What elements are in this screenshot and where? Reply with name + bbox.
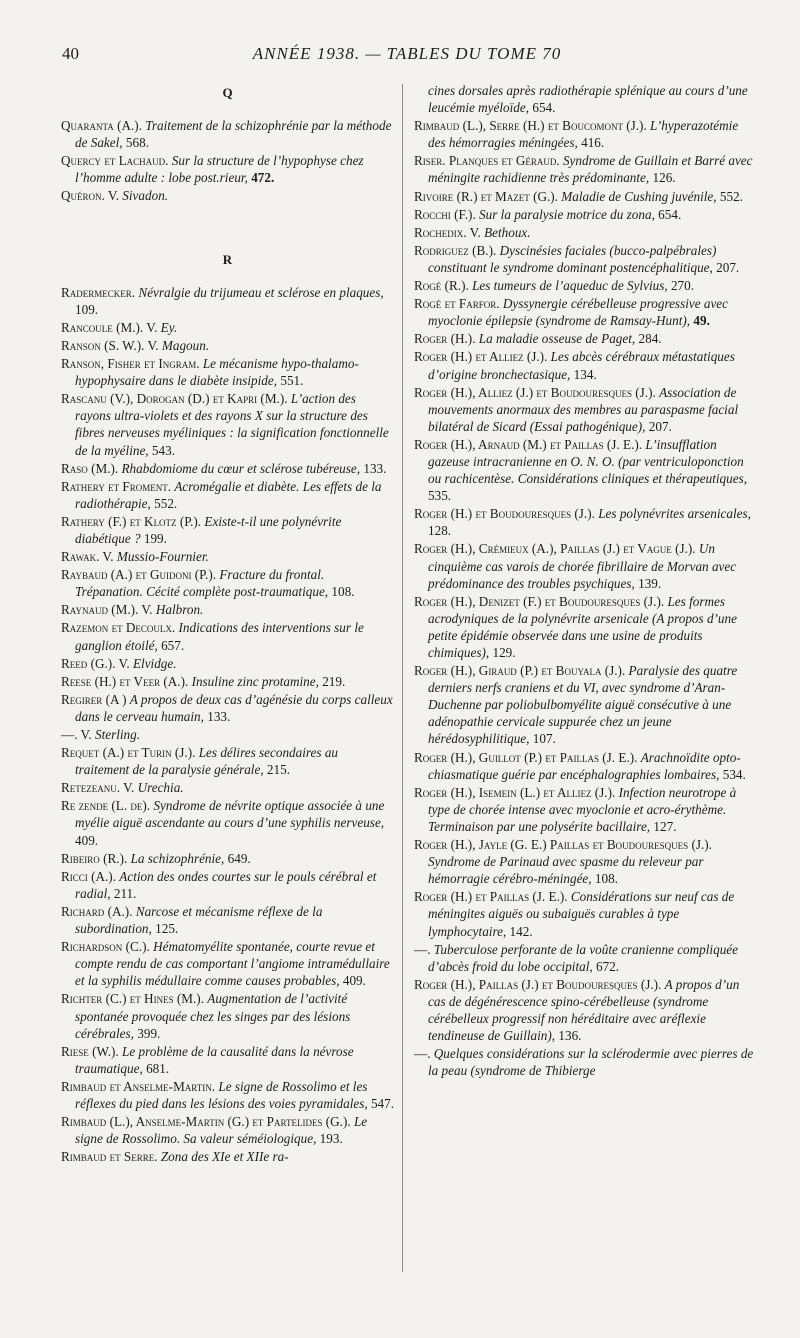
- entry-page-ref: 543.: [151, 442, 175, 458]
- entry-title: Dyscinésies faciales (bucco-palpébrales) constituant le syndrome dominant postencéphalitique,: [428, 242, 717, 275]
- index-entry: [61, 673, 394, 690]
- entry-page-ref: 568.: [125, 135, 149, 151]
- entry-page-ref: 416.: [581, 135, 605, 151]
- entry-author: Roger (H.), Paillas (J.) et Boudouresques (J.).: [414, 976, 662, 992]
- section-letter-r: R: [222, 251, 233, 267]
- entry-author: Raybaud (A.) et Guidoni (P.).: [61, 567, 217, 583]
- entry-page-ref: 284.: [638, 331, 662, 347]
- index-entry: [414, 348, 756, 382]
- entry-title: Magoun.: [161, 337, 210, 353]
- entry-page-ref: 134.: [573, 366, 597, 382]
- entry-page-ref: 681.: [146, 1060, 170, 1076]
- entry-title: Narcose et mécanisme réflexe de la subordination,: [75, 903, 323, 937]
- entry-title: Indications des interventions sur le ganglion étoilé,: [75, 620, 364, 653]
- entry-page-ref: 193.: [319, 1131, 343, 1147]
- entry-title: Elvidge.: [132, 655, 177, 671]
- index-entry: [414, 784, 756, 835]
- entry-title: L’hyperazotémie des hémorragies méningées,: [428, 118, 739, 151]
- index-entry: [61, 284, 394, 318]
- running-title: ANNÉE 1938. — TABLES DU TOME 70: [252, 44, 562, 63]
- entry-author: Quéron. V.: [61, 188, 119, 204]
- index-entry: [61, 797, 394, 848]
- entry-page-ref: 649.: [227, 850, 251, 866]
- entry-author: Roger (H.).: [414, 331, 476, 347]
- index-entry: [414, 117, 756, 151]
- index-entry: [61, 337, 394, 354]
- entry-author: Richard (A.).: [61, 903, 133, 919]
- entry-author: —. V.: [61, 727, 92, 742]
- entry-page-ref: 199.: [143, 530, 167, 546]
- column-divider: [402, 84, 403, 1272]
- entry-page-ref: 49.: [693, 313, 710, 329]
- index-entry: [61, 744, 394, 778]
- entry-page-ref: 127.: [653, 818, 677, 834]
- index-entry: [414, 505, 756, 539]
- entry-page-ref: 129.: [492, 645, 516, 660]
- entry-author: Rogé (R.).: [414, 278, 469, 294]
- entry-title: cines dorsales après radiothérapie splénique au cours d’une leucémie myéloïde,: [428, 83, 748, 116]
- entry-title: Sivadon.: [122, 188, 169, 204]
- entries-q: [61, 117, 394, 204]
- entry-title: Le signe de Rossolimo. Sa valeur séméiologique,: [75, 1114, 368, 1147]
- entry-page-ref: 109.: [75, 301, 99, 317]
- left-column: [61, 82, 394, 1166]
- section-letter-q: Q: [222, 85, 233, 100]
- entry-author: Rivoire (R.) et Mazet (G.).: [414, 188, 558, 204]
- entry-page-ref: 219.: [322, 673, 346, 689]
- entry-page-ref: 207.: [716, 259, 740, 275]
- entry-author: Rancoule (M.). V.: [61, 319, 158, 335]
- index-entry: [61, 1043, 394, 1077]
- entry-title: Les délires secondaires au traitement de la paralysie générale,: [75, 745, 339, 778]
- entry-author: Raso (M.).: [61, 460, 119, 476]
- entry-page-ref: 125.: [155, 921, 179, 937]
- entry-page-ref: 207.: [648, 418, 672, 434]
- index-entry: [414, 662, 756, 747]
- entry-author: Rogé et Farfor.: [414, 296, 500, 312]
- entry-title: Ey.: [160, 319, 178, 335]
- index-entry: [414, 749, 756, 783]
- index-entry: [61, 850, 394, 867]
- index-entry: [61, 513, 394, 547]
- index-entry: [61, 566, 394, 600]
- entry-page-ref: 139.: [638, 575, 662, 591]
- entry-title: Le signe de Rossolimo et les réflexes du pied dans les lésions des voies pyramidales,: [75, 1078, 368, 1111]
- entry-author: Riser. Planques et Géraud.: [414, 153, 560, 169]
- index-entry: [61, 355, 394, 389]
- entry-author: Radermecker.: [61, 284, 136, 300]
- page-header: [62, 44, 752, 66]
- page-number: 40: [62, 44, 79, 63]
- entry-author: Richter (C.) et Hines (M.).: [61, 991, 204, 1007]
- entry-author: Roger (H.) et Alliez (J.).: [414, 349, 548, 365]
- entry-title: Rhabdomiome du cœur et sclérose tubéreuse,: [121, 460, 361, 476]
- index-entry: [414, 152, 756, 186]
- entry-author: Riese (W.).: [61, 1043, 119, 1059]
- entry-page-ref: 211.: [113, 885, 137, 901]
- entry-author: Roger (H.), Crémieux (A.), Paillas (J.) et Vague (J.).: [414, 541, 696, 557]
- entry-title: Maladie de Cushing juvénile,: [561, 188, 717, 204]
- index-entry: [61, 726, 394, 743]
- entry-page-ref: 270.: [670, 278, 695, 294]
- index-entry: [61, 548, 394, 565]
- entry-author: Reese (H.) et Veer (A.).: [61, 673, 189, 689]
- entry-page-ref: 409.: [75, 832, 99, 848]
- index-entry: [414, 976, 756, 1044]
- entry-title: Traitement de la schizophrénie par la méthode de Sakel,: [75, 118, 392, 151]
- entry-page-ref: 552.: [154, 495, 178, 511]
- entry-author: Rimbaud et Anselme-Martin.: [61, 1078, 216, 1094]
- entry-page-ref: 399.: [137, 1025, 161, 1041]
- entry-page-ref: 108.: [594, 871, 618, 887]
- right-column: [414, 82, 756, 1080]
- entry-page-ref: 107.: [532, 731, 556, 747]
- entry-page-ref: 133.: [207, 708, 231, 724]
- entry-author: Roger (H.), Isemein (L.) et Alliez (J.).: [414, 784, 616, 800]
- index-entry: [414, 224, 756, 241]
- entry-author: Ranson, Fisher et Ingram.: [61, 356, 200, 372]
- entry-author: Roger (H.), Denizet (F.) et Boudouresques (J.).: [414, 593, 665, 609]
- index-entry: [414, 206, 756, 223]
- entry-page-ref: 657.: [161, 637, 185, 653]
- index-entry: [61, 1078, 394, 1112]
- entry-author: Re zende (L. de).: [61, 798, 151, 814]
- entry-page-ref: 654.: [658, 206, 682, 222]
- entry-author: Rimbaud (L.), Serre (H.) et Boucomont (J.).: [414, 118, 647, 134]
- entry-title: Sterling.: [94, 727, 141, 742]
- entry-title: Acromégalie et diabète. Les effets de la radiothérapie,: [75, 478, 382, 511]
- index-entry: [61, 691, 394, 725]
- entry-page-ref: 133.: [363, 460, 387, 476]
- entry-author: Razemon et Decoulx.: [61, 620, 176, 636]
- entry-title: L’insufflation gazeuse intracranienne en O. N. O. (par ventriculoponction ou rachicentèse. Considérations cliniques et thérapeutiques,: [428, 436, 748, 487]
- index-entry: [61, 779, 394, 796]
- entry-title: Névralgie du trijumeau et sclérose en plaques,: [138, 284, 384, 300]
- index-entry: [61, 1148, 394, 1165]
- index-entry: [61, 601, 394, 618]
- index-entry: [61, 903, 394, 937]
- entry-title: Existe-t-il une polynévrite diabétique ?: [75, 513, 342, 546]
- index-entry: [414, 836, 756, 887]
- entry-title: Arachnoïdite opto-chiasmatique guérie par encéphalographies lombaires,: [428, 749, 741, 782]
- entry-author: Retezeanu. V.: [61, 780, 135, 796]
- entry-author: Rodriguez (B.).: [414, 242, 497, 258]
- index-entry: [61, 1113, 394, 1147]
- entry-title: Infection neurotrope à type de chorée intense avec myoclonie et acro-érythème. Terminaison par une polysérite bacillaire,: [428, 784, 737, 834]
- entry-author: Reed (G.). V.: [61, 655, 130, 671]
- entry-title: Mussio-Fournier.: [116, 549, 209, 565]
- index-entry: [61, 390, 394, 458]
- entry-page-ref: 215.: [266, 762, 290, 778]
- entry-title: Action des ondes courtes sur le pouls cérébral et radial,: [75, 868, 377, 901]
- entry-title: A propos de deux cas d’agénésie du corps calleux dans le cerveau humain,: [75, 691, 393, 724]
- entry-page-ref: 126.: [652, 170, 676, 186]
- index-entry: [61, 938, 394, 989]
- entry-author: Roger (H.), Giraud (P.) et Bouyala (J.).: [414, 663, 626, 679]
- index-entry: [61, 319, 394, 336]
- entry-title: Bethoux.: [484, 224, 531, 240]
- entry-author: Rathery (F.) et Klotz (P.).: [61, 513, 202, 529]
- entry-author: Roger (H.), Jayle (G. E.) Paillas et Boudouresques (J.).: [414, 837, 712, 853]
- index-entry: [61, 478, 394, 512]
- entry-title: Un cinquième cas varois de chorée fibrillaire de Morvan avec prédominance des troubles psychiques,: [428, 541, 737, 591]
- entry-author: Rimbaud (L.), Anselme-Martin (G.) et Partelides (G.).: [61, 1114, 351, 1130]
- entry-author: Roger (H.), Alliez (J.) et Boudouresques (J.).: [414, 384, 656, 400]
- entry-title: Hématomyélite spontanée, courte revue et compte rendu de cas comportant l’angiome intramédullaire et la syphilis médullaire comme causes probables,: [75, 939, 390, 989]
- entry-page-ref: 552.: [719, 188, 743, 204]
- index-entry: [61, 655, 394, 672]
- entry-page-ref: 654.: [532, 100, 556, 116]
- entry-page-ref: 409.: [342, 973, 366, 989]
- entries-r-right: [414, 82, 756, 1079]
- entry-page-ref: 551.: [280, 373, 304, 389]
- entry-page-ref: 672.: [596, 958, 620, 974]
- entry-title: Augmentation de l’activité spontanée provoquée chez les singes par des lésions cérébrales,: [75, 991, 351, 1041]
- entry-title: A propos d’un cas de dégénérescence spino-cérébelleuse (syndrome cérébelleux progressif non héréditaire avec aréflexie tendineuse de Guillain),: [428, 976, 740, 1044]
- index-entry: [61, 152, 394, 186]
- entry-title: Les tumeurs de l’aqueduc de Sylvius,: [472, 278, 668, 294]
- index-entry: [414, 941, 756, 975]
- entry-author: Quaranta (A.).: [61, 118, 142, 134]
- entry-title: Quelques considérations sur la sclérodermie avec pierres de la peau (syndrome de Thibierge: [428, 1046, 754, 1079]
- entry-author: Rimbaud et Serre.: [61, 1149, 158, 1165]
- entry-author: Roger (H.) et Boudouresques (J.).: [414, 506, 595, 522]
- entry-author: Rawak. V.: [61, 549, 114, 565]
- entry-page-ref: 128.: [428, 523, 452, 539]
- entry-title: Paralysie des quatre derniers nerfs craniens et du VI, avec syndrome d’Aran-Duchenne par poliobulbomyélite aiguë consécutive à une adénopathie cervicale suppurée chez un jeune hérédosyphilitique,: [428, 663, 738, 747]
- entry-page-ref: 108.: [331, 584, 355, 600]
- entry-author: Rascanu (V.), Dorogan (D.) et Kapri (M.).: [61, 391, 288, 407]
- entry-title: Insuline zinc protamine,: [191, 673, 319, 689]
- index-entry: [414, 384, 756, 435]
- index-entry: [414, 593, 756, 661]
- entry-title: Les formes acrodyniques de la polynévrite arsenicale (A propos d’une petite épidémie observée dans une usine de produits chimiques),: [428, 593, 737, 660]
- entry-title: Les abcès cérébraux métastatiques d’origine bronchectasique,: [428, 349, 735, 382]
- entry-author: Quercy et Lachaud.: [61, 153, 169, 169]
- index-entry: [61, 187, 394, 204]
- entry-page-ref: 535.: [428, 488, 452, 504]
- entry-title: Syndrome de névrite optique associée à une myélie aiguë ascendante au cours d’une syphilis nerveuse,: [75, 798, 385, 831]
- entry-page-ref: 534.: [722, 766, 746, 782]
- entry-title: Association de mouvements anormaux des membres au paraspasme facial bilatéral de Sicard (Essai pathogénique),: [428, 384, 739, 434]
- entry-title: Syndrome de Parinaud avec spasme du releveur par hémorragie cérébro-méningée,: [428, 854, 704, 887]
- index-entry: [414, 888, 756, 939]
- entry-author: Ranson (S. W.). V.: [61, 337, 159, 353]
- index-entry: [414, 295, 756, 329]
- entry-title: Urechia.: [137, 780, 184, 796]
- index-entry: [61, 868, 394, 902]
- index-entry: [61, 619, 394, 653]
- entry-title: La schizophrénie,: [130, 850, 225, 866]
- entry-page-ref: 142.: [509, 923, 533, 939]
- entry-title: Zona des XIe et XIIe ra-: [160, 1149, 289, 1165]
- entry-author: Regirer (A ): [61, 691, 127, 707]
- index-entry: [414, 82, 756, 116]
- entry-page-ref: 547.: [370, 1095, 395, 1111]
- index-entry: [61, 460, 394, 477]
- entry-title: Fracture du frontal. Trépanation. Cécité complète post-traumatique,: [75, 567, 329, 600]
- entry-title: Le problème de la causalité dans la névrose traumatique,: [75, 1043, 354, 1076]
- index-entry: [61, 117, 394, 151]
- entry-title: L’action des rayons ultra-violets et des rayons X sur la structure des fibres nerveuses myéliniques : la signification fonctionnelle de la myéline,: [75, 391, 389, 458]
- entry-title: Sur la structure de l’hypophyse chez l’homme adulte : lobe post.rieur,: [75, 153, 364, 186]
- entry-page-ref: 136.: [558, 1028, 582, 1044]
- entry-author: Raynaud (M.). V.: [61, 602, 153, 618]
- entry-author: Rocchi (F.).: [414, 206, 476, 222]
- entry-title: Les polynévrites arsenicales,: [598, 506, 751, 522]
- entry-title: Dyssynergie cérébelleuse progressive avec myoclonie épilepsie (syndrome de Ramsay-Hunt),: [428, 296, 729, 329]
- entry-title: Tuberculose perforante de la voûte cranienne compliquée d’abcès froid du lobe occipital,: [428, 941, 738, 974]
- entry-author: Ricci (A.).: [61, 868, 116, 884]
- index-entry: [414, 330, 756, 347]
- entry-author: —.: [414, 1046, 431, 1062]
- entry-title: Sur la paralysie motrice du zona,: [479, 206, 655, 222]
- entry-title: Considérations sur neuf cas de méningites aiguës ou subaiguës curables à type lymphocytaire,: [428, 889, 735, 939]
- entry-author: Requet (A.) et Turin (J.).: [61, 745, 196, 761]
- entry-author: Roger (H.), Arnaud (M.) et Paillas (J. E.).: [414, 436, 643, 452]
- entry-title: Le mécanisme hypo-thalamo-hypophysaire dans le diabète insipide,: [75, 356, 359, 389]
- index-entry: [414, 188, 756, 205]
- entry-author: Ribeiro (R.).: [61, 850, 128, 866]
- entry-author: Richardson (C.).: [61, 939, 150, 955]
- index-entry: [414, 242, 756, 276]
- index-entry: [414, 436, 756, 504]
- index-entry: [414, 540, 756, 591]
- entry-title: Syndrome de Guillain et Barré avec méningite rachidienne très prédominante,: [428, 153, 753, 186]
- entry-author: Rochedix. V.: [414, 224, 481, 240]
- entry-author: Rathery et Froment.: [61, 478, 172, 494]
- entries-r-left: [61, 284, 394, 1166]
- entry-author: Roger (H.), Guillot (P.) et Paillas (J. E.).: [414, 749, 638, 765]
- entry-page-ref: 472.: [251, 170, 275, 186]
- entry-title: Halbron.: [155, 602, 204, 618]
- index-entry: [61, 990, 394, 1041]
- index-entry: [414, 277, 756, 294]
- entry-title: La maladie osseuse de Paget,: [478, 331, 636, 347]
- index-entry: [414, 1045, 756, 1079]
- entry-author: Roger (H.) et Paillas (J. E.).: [414, 889, 568, 905]
- entry-author: —.: [414, 941, 431, 957]
